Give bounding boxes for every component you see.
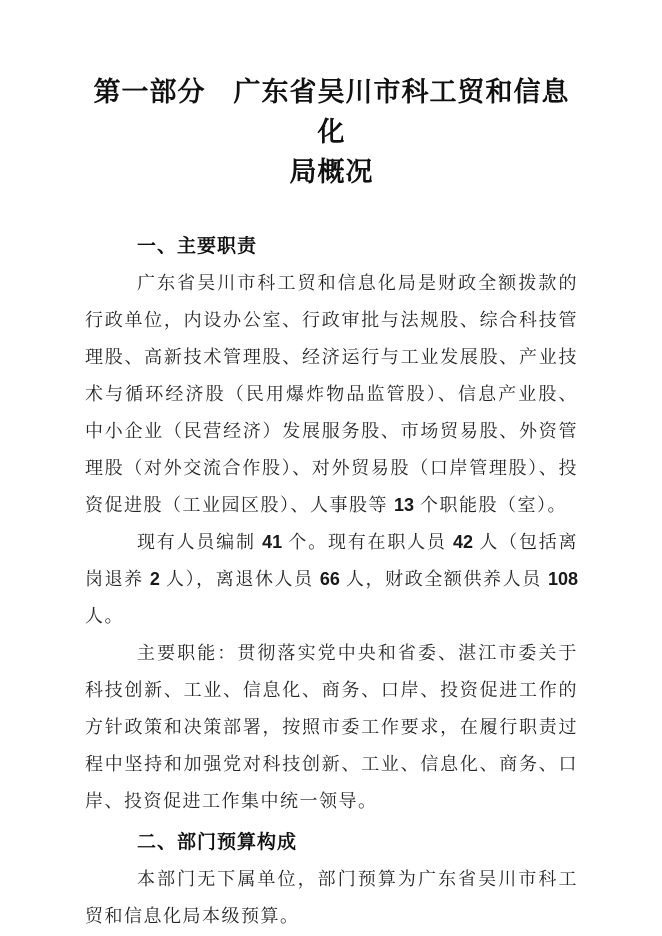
document-title-line1: 第一部分 广东省吴川市科工贸和信息化: [93, 77, 570, 147]
document-title: [85, 72, 578, 192]
bold-number: 41: [262, 532, 283, 552]
text-run: 广东省吴川市科工贸和信息化局是财政全额拨款的行政单位，内设办公室、行政审批与法规股、综合科技管理股、高新技术管理股、经济运行与工业发展股、产业技术与循环经济股（民用爆炸物品监管股）、信息产业股、中小企业（民营经济）发展服务股、市场贸易股、外资管理股（对外交流合作股）、对外贸易股（口岸管理股）、投资促进股（工业园区股）、人事股等: [85, 273, 578, 515]
text-run: 现有人员编制: [137, 532, 263, 552]
section-heading-2: 二、部门预算构成: [137, 832, 298, 853]
bold-number: 42: [453, 532, 474, 552]
document-body: [85, 228, 578, 935]
paragraph: [85, 524, 578, 635]
document-title-line2: 局概况: [289, 157, 374, 187]
text-run: 人），离退休人员: [159, 569, 320, 589]
text-run: 本部门无下属单位，部门预算为广东省吴川市科工贸和信息化局本级预算。: [85, 869, 578, 926]
text-run: 个。现有在职人员: [282, 532, 454, 552]
paragraph: [85, 635, 578, 820]
bold-number: 108: [547, 569, 579, 589]
paragraph: [85, 265, 578, 524]
section-heading-1: 一、主要职责: [137, 236, 258, 257]
paragraph: [85, 861, 578, 935]
text-run: 人，财政全额供养人员: [339, 569, 548, 589]
text-run: 个职能股（室）。: [414, 495, 568, 515]
text-run: 主要职能：贯彻落实党中央和省委、湛江市委关于科技创新、工业、信息化、商务、口岸、投资促进工作的方针政策和决策部署，按照市委工作要求，在履行职责过程中坚持和加强党对科技创新、工业、信息化、商务、口岸、投资促进工作集中统一领导。: [85, 643, 578, 811]
bold-number: 2: [149, 569, 160, 589]
bold-number: 66: [319, 569, 340, 589]
text-run: 人。: [85, 606, 124, 626]
bold-number: 13: [394, 495, 415, 515]
text-run: 人（包括离岗退养: [85, 532, 579, 589]
